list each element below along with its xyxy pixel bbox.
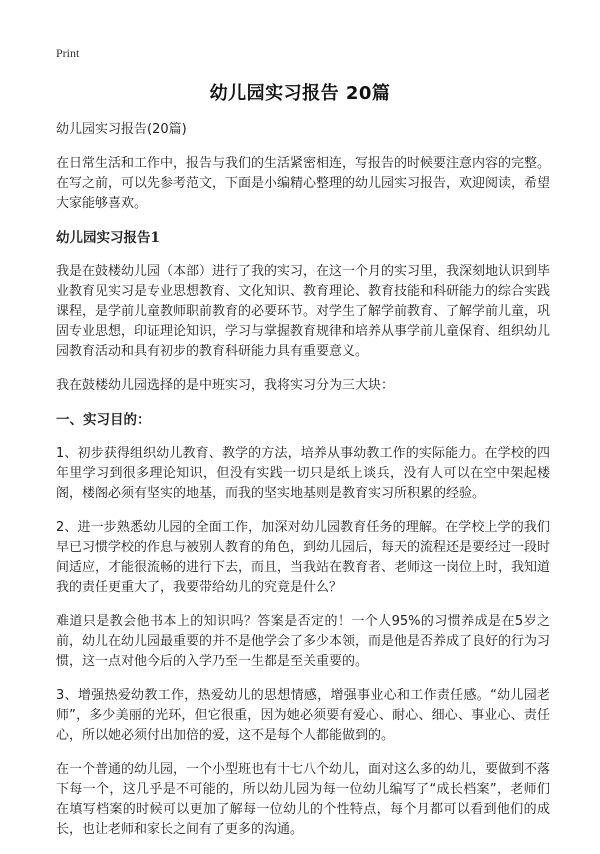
goal-1-paragraph: 1、初步获得组织幼儿教育、教学的方法，培养从事幼教工作的实际能力。在学校的四年里学习到很多理论知识，但没有实践一切只是纸上谈兵，没有人可以在空中架起楼阁，楼阁必须有坚实的地基，而我的坚实地基则是教育实习所积累的经验。 <box>56 446 550 501</box>
document-subtitle: 幼儿园实习报告(20篇) <box>56 122 187 137</box>
goal-2-paragraph: 2、进一步熟悉幼儿园的全面工作，加深对幼儿园教育任务的理解。在学校上学的我们早已习惯学校的作息与被别人教育的角色，到幼儿园后，每天的流程还是要经过一段时间适应，才能很流畅的进行下去，而且，当我站在教育者、老师这一岗位上时，我知道我的责任更重大了，我要带给幼儿的究竟是什么？ <box>56 520 551 595</box>
goal-heading: 一、实习目的： <box>56 412 151 428</box>
paragraph-2: 我在鼓楼幼儿园选择的是中班实习，我将实习分为三大块： <box>56 378 395 393</box>
section-heading: 幼儿园实习报告1 <box>56 230 160 246</box>
intro-paragraph: 在日常生活和工作中，报告与我们的生活紧密相连，写报告的时候要注意内容的完整。在写之前，可以先参考范文，下面是小编精心整理的幼儿园实习报告，欢迎阅读，希望大家能够喜欢。 <box>56 156 551 211</box>
document-body <box>56 120 550 854</box>
paragraph-1: 我是在鼓楼幼儿园（本部）进行了我的实习，在这一个月的实习里，我深刻地认识到毕业教育见实习是专业思想教育、文化知识、教育理论、教育技能和科研能力的综合实践课程，是学前儿童教师职前教育的必要环节。对学生了解学前教育、了解学前儿童，巩固专业思想，印证理论知识，学习与掌握教育规律和培养从事学前儿童保育、组织幼儿园教育活动和具有初步的教育科研能力具有重要意义。 <box>56 264 551 359</box>
print-label: Print <box>56 46 80 60</box>
goal-3-paragraph: 3、增强热爱幼教工作，热爱幼儿的思想情感，增强事业心和工作责任感。“幼儿园老师”，多少美丽的光环，但它很重，因为她必须要有爱心、耐心、细心、事业心、责任心，所以她必须付出加倍的爱，这不是每个人都能做到的。 <box>56 688 550 743</box>
final-paragraph: 在一个普通的幼儿园，一个小型班也有十七八个幼儿，面对这么多的幼儿，要做到不落下每一个，这几乎是不可能的，所以幼儿园为每一位幼儿编写了“成长档案”，老师们在填写档案的时候可以更加了解每一位幼儿的个性特点，每个月都可以看到他们的成长，也让老师和家长之间有了更多的沟通。 <box>56 762 551 837</box>
goal-2-continued-paragraph: 难道只是教会他书本上的知识吗？答案是否定的！一个人95%的习惯养成是在5岁之前，幼儿在幼儿园最重要的并不是他学会了多少本领，而是他是否养成了良好的行为习惯，这一点对他今后的入学乃至一生都是至关重要的。 <box>56 614 551 669</box>
page-title: 幼儿园实习报告 20篇 <box>209 83 391 104</box>
